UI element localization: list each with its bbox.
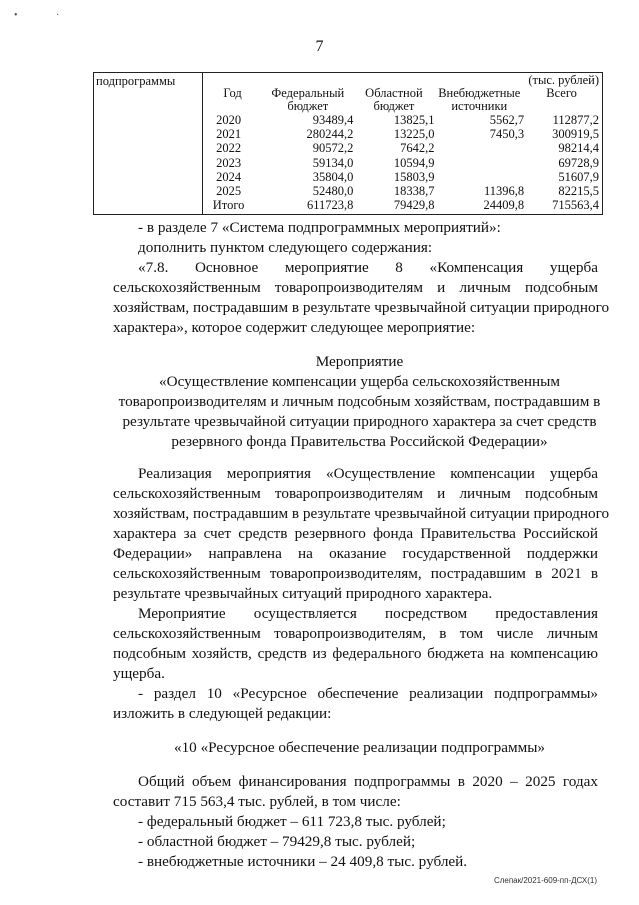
cell-total: 715563,4 <box>552 198 599 213</box>
table-row <box>203 156 599 170</box>
total-financing-line1: Общий объем финансирования подпрограммы в 2020 – 2025 годах <box>138 773 598 790</box>
regional-budget-item: - областной бюджет – 79429,8 тыс. рублей; <box>138 833 416 850</box>
page-number: 7 <box>315 38 324 55</box>
point-78-line2: сельскохозяйственным товаропроизводителям и личным подсобным <box>113 279 598 296</box>
implementation-line5: Федерации» направлена на оказание государственной поддержки <box>113 545 598 562</box>
section7-intro: - в разделе 7 «Система подпрограммных мероприятий»: <box>138 219 501 236</box>
cell-total: 82215,5 <box>558 184 599 199</box>
cell-regional: 13825,1 <box>393 113 435 127</box>
header-total: Всего <box>546 86 577 100</box>
cell-extrabudget <box>434 156 524 170</box>
measure-line3: подсобным хозяйств, средств из федерального бюджета на компенсацию <box>113 645 598 662</box>
measure-line1: Мероприятие осуществляется посредством предоставления <box>138 605 598 622</box>
cell-regional: 15803,9 <box>393 169 435 184</box>
implementation-line4: характера за счет средств резервного фонда Правительства Российской <box>113 525 598 542</box>
implementation-line2: сельскохозяйственным товаропроизводителям и личным подсобным <box>113 485 598 502</box>
implementation-line3: хозяйствам, пострадавшим в результате чрезвычайной ситуации природного <box>113 505 610 522</box>
word: Основное <box>194 259 259 276</box>
implementation-line1: Реализация мероприятия «Осуществление компенсации ущерба <box>138 465 598 482</box>
measure-line2: сельскохозяйственным товаропроизводителям, в том числе личным <box>113 625 598 642</box>
table-header-row <box>203 87 599 113</box>
table-row <box>203 170 599 184</box>
cell-total: 51607,9 <box>558 169 599 184</box>
cell-federal: 35804,0 <box>312 169 354 184</box>
cell-federal: 59134,0 <box>312 155 354 170</box>
activity-title-line4: резервного фонда Правительства Российской Федерации» <box>171 433 548 450</box>
table-row <box>203 127 599 141</box>
table-total-row <box>203 198 599 212</box>
cell-total: 98214,4 <box>558 141 599 156</box>
total-financing-line2: составит 715 563,4 тыс. рублей, в том числе: <box>113 793 401 810</box>
table-units: (тыс. рублей) <box>528 73 599 87</box>
cell-year: 2025 <box>216 184 242 199</box>
activity-title-line3: результате чрезвычайной ситуации природного характера за счет средств <box>122 413 597 430</box>
word: ущерба <box>549 259 598 276</box>
section10-heading: «10 «Ресурсное обеспечение реализации подпрограммы» <box>173 739 546 756</box>
header-extrabudget: Внебюджетные источники <box>438 86 521 113</box>
scan-marks: • · <box>14 10 78 21</box>
activity-title-line1: «Осуществление компенсации ущерба сельскохозяйственным <box>159 373 560 390</box>
federal-budget-item: - федеральный бюджет – 611 723,8 тыс. рублей; <box>138 813 446 830</box>
section7-add-point: дополнить пунктом следующего содержания: <box>138 239 433 256</box>
activity-heading: Мероприятие <box>315 353 404 370</box>
section10-line2: изложить в следующей редакции: <box>113 705 332 722</box>
cell-year: 2020 <box>216 113 242 127</box>
implementation-line7: результате чрезвычайных ситуаций природного характера. <box>113 585 493 602</box>
table-content <box>203 73 603 215</box>
cell-extrabudget <box>434 141 524 155</box>
activity-title-line2: товаропроизводителям и личным подсобным хозяйствам, пострадавшим в <box>118 393 601 410</box>
word: «7.8. <box>138 259 169 276</box>
implementation-line6: сельскохозяйственным товаропроизводителям, пострадавшим в 2021 в <box>113 565 598 582</box>
table-row <box>203 141 599 155</box>
cell-total: 69728,9 <box>558 155 599 170</box>
header-year: Год <box>223 86 242 100</box>
cell-federal: 93489,4 <box>312 113 354 127</box>
financing-grid <box>203 87 599 212</box>
cell-year: Итого <box>212 198 245 213</box>
cell-regional: 79429,8 <box>393 198 435 213</box>
cell-federal: 90572,2 <box>312 141 354 156</box>
table-row-label: подпрограммы <box>94 73 203 215</box>
cell-regional: 13225,0 <box>393 127 435 142</box>
cell-total: 112877,2 <box>552 113 599 127</box>
cell-year: 2023 <box>216 155 242 170</box>
cell-extrabudget: 7450,3 <box>489 127 525 142</box>
word: мероприятие <box>284 259 369 276</box>
cell-extrabudget <box>434 170 524 184</box>
point-78-line1 <box>138 258 598 278</box>
cell-year: 2022 <box>216 141 242 156</box>
cell-extrabudget: 11396,8 <box>483 184 525 199</box>
table-row <box>203 113 599 127</box>
word: 8 <box>395 259 403 276</box>
cell-regional: 18338,7 <box>393 184 435 199</box>
cell-extrabudget: 5562,7 <box>489 113 525 127</box>
cell-regional: 7642,2 <box>400 141 435 156</box>
point-78-line3: хозяйствам, пострадавшим в результате чрезвычайной ситуации природного <box>113 299 610 316</box>
cell-federal: 280244,2 <box>306 127 354 142</box>
cell-regional: 10594,9 <box>393 155 435 170</box>
financing-table <box>93 72 603 215</box>
extrabudget-item: - внебюджетные источники – 24 409,8 тыс. рублей. <box>138 853 468 870</box>
cell-year: 2021 <box>216 127 242 142</box>
measure-line4: ущерба. <box>113 665 165 682</box>
section10-line1: - раздел 10 «Ресурсное обеспечение реализации подпрограммы» <box>138 685 598 702</box>
cell-year: 2024 <box>216 169 242 184</box>
cell-extrabudget: 24409,8 <box>483 198 525 213</box>
document-footer-code: Слепак/2021-609-пп-ДСХ(1) <box>493 876 597 885</box>
cell-federal: 611723,8 <box>307 198 354 213</box>
point-78-line4: характера», которое содержит следующее мероприятие: <box>113 319 476 336</box>
table-row <box>203 184 599 198</box>
header-regional: Областной бюджет <box>365 86 423 113</box>
word: «Компенсация <box>429 259 524 276</box>
header-federal: Федеральный бюджет <box>271 86 345 113</box>
cell-federal: 52480,0 <box>312 184 354 199</box>
cell-total: 300919,5 <box>552 127 599 142</box>
